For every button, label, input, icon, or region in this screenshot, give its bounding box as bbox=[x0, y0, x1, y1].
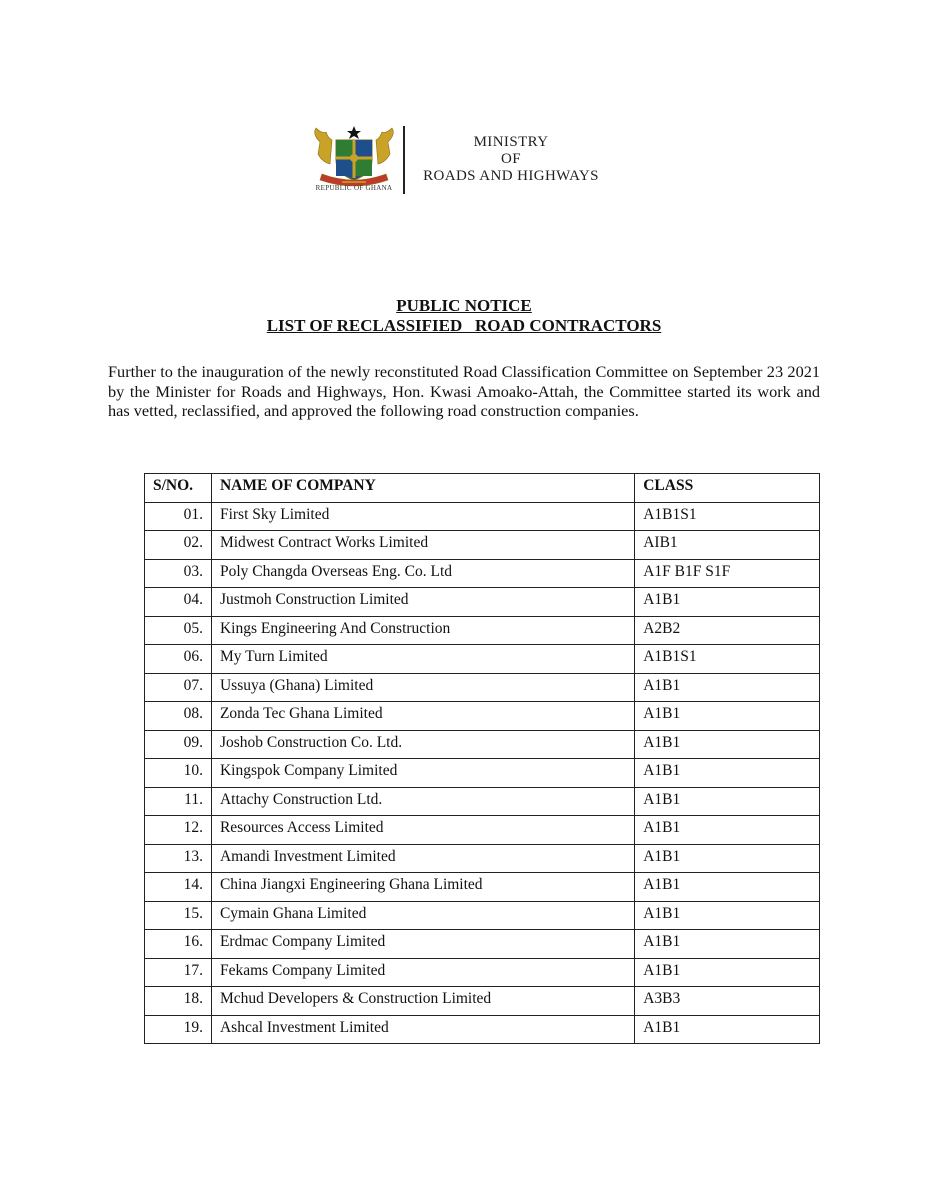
table-row bbox=[145, 987, 820, 1016]
row-class: A2B2 bbox=[635, 616, 820, 645]
notice-title: PUBLIC NOTICE bbox=[396, 296, 532, 315]
row-class: A1B1 bbox=[635, 844, 820, 873]
row-serial-number: 13. bbox=[145, 844, 212, 873]
row-serial-number: 08. bbox=[145, 702, 212, 731]
header-class: CLASS bbox=[635, 474, 820, 503]
row-class: A1B1 bbox=[635, 901, 820, 930]
row-class: A1B1 bbox=[635, 816, 820, 845]
row-class: A1B1 bbox=[635, 588, 820, 617]
row-company-name: Mchud Developers & Construction Limited bbox=[211, 987, 634, 1016]
row-company-name: My Turn Limited bbox=[211, 645, 634, 674]
row-serial-number: 15. bbox=[145, 901, 212, 930]
row-company-name: Amandi Investment Limited bbox=[211, 844, 634, 873]
row-serial-number: 19. bbox=[145, 1015, 212, 1044]
table-row bbox=[145, 844, 820, 873]
table-row bbox=[145, 816, 820, 845]
row-company-name: Justmoh Construction Limited bbox=[211, 588, 634, 617]
row-company-name: First Sky Limited bbox=[211, 502, 634, 531]
row-company-name: China Jiangxi Engineering Ghana Limited bbox=[211, 873, 634, 902]
intro-paragraph: Further to the inauguration of the newly reconstituted Road Classification Committee on September 23 2021 by the Minister for Roads and Highways, Hon. Kwasi Amoako-Attah, the Committee started its work and has vetted, reclassified, and approved the following road construction companies. bbox=[108, 362, 820, 420]
table-row bbox=[145, 958, 820, 987]
table-row bbox=[145, 588, 820, 617]
table-row bbox=[145, 531, 820, 560]
letterhead-divider bbox=[403, 126, 405, 194]
row-class: A1B1S1 bbox=[635, 645, 820, 674]
row-class: A1B1 bbox=[635, 702, 820, 731]
row-serial-number: 09. bbox=[145, 730, 212, 759]
row-class: A1B1 bbox=[635, 730, 820, 759]
row-class: A1B1 bbox=[635, 873, 820, 902]
row-serial-number: 16. bbox=[145, 930, 212, 959]
row-serial-number: 07. bbox=[145, 673, 212, 702]
table-header-row bbox=[145, 474, 820, 503]
row-serial-number: 17. bbox=[145, 958, 212, 987]
row-company-name: Joshob Construction Co. Ltd. bbox=[211, 730, 634, 759]
row-serial-number: 02. bbox=[145, 531, 212, 560]
notice-heading bbox=[0, 296, 928, 336]
row-serial-number: 01. bbox=[145, 502, 212, 531]
row-serial-number: 04. bbox=[145, 588, 212, 617]
coat-caption: REPUBLIC OF GHANA bbox=[315, 184, 393, 192]
row-company-name: Fekams Company Limited bbox=[211, 958, 634, 987]
row-class: AIB1 bbox=[635, 531, 820, 560]
row-class: A1B1 bbox=[635, 787, 820, 816]
row-serial-number: 03. bbox=[145, 559, 212, 588]
row-class: A1B1 bbox=[635, 1015, 820, 1044]
table-row bbox=[145, 873, 820, 902]
table-row bbox=[145, 645, 820, 674]
table-row bbox=[145, 616, 820, 645]
notice-subtitle: LIST OF RECLASSIFIED ROAD CONTRACTORS bbox=[266, 316, 662, 335]
ministry-line-3: ROADS AND HIGHWAYS bbox=[423, 168, 599, 184]
row-serial-number: 11. bbox=[145, 787, 212, 816]
row-serial-number: 05. bbox=[145, 616, 212, 645]
row-class: A1B1 bbox=[635, 759, 820, 788]
row-company-name: Resources Access Limited bbox=[211, 816, 634, 845]
row-class: A3B3 bbox=[635, 987, 820, 1016]
row-company-name: Ashcal Investment Limited bbox=[211, 1015, 634, 1044]
row-company-name: Kings Engineering And Construction bbox=[211, 616, 634, 645]
table-row bbox=[145, 702, 820, 731]
row-class: A1B1S1 bbox=[635, 502, 820, 531]
row-company-name: Attachy Construction Ltd. bbox=[211, 787, 634, 816]
table-row bbox=[145, 559, 820, 588]
table-row bbox=[145, 673, 820, 702]
letterhead bbox=[306, 124, 626, 204]
header-sno: S/NO. bbox=[145, 474, 212, 503]
row-serial-number: 12. bbox=[145, 816, 212, 845]
row-class: A1B1 bbox=[635, 673, 820, 702]
ministry-line-1: MINISTRY bbox=[473, 134, 549, 150]
row-serial-number: 10. bbox=[145, 759, 212, 788]
row-company-name: Zonda Tec Ghana Limited bbox=[211, 702, 634, 731]
ministry-name bbox=[406, 134, 616, 185]
table-row bbox=[145, 502, 820, 531]
row-company-name: Ussuya (Ghana) Limited bbox=[211, 673, 634, 702]
table-row bbox=[145, 787, 820, 816]
header-company-name: NAME OF COMPANY bbox=[211, 474, 634, 503]
table-row bbox=[145, 759, 820, 788]
row-company-name: Midwest Contract Works Limited bbox=[211, 531, 634, 560]
row-class: A1B1 bbox=[635, 958, 820, 987]
row-company-name: Erdmac Company Limited bbox=[211, 930, 634, 959]
row-serial-number: 06. bbox=[145, 645, 212, 674]
row-class: A1F B1F S1F bbox=[635, 559, 820, 588]
table-row bbox=[145, 730, 820, 759]
row-company-name: Kingspok Company Limited bbox=[211, 759, 634, 788]
row-class: A1B1 bbox=[635, 930, 820, 959]
row-company-name: Cymain Ghana Limited bbox=[211, 901, 634, 930]
row-company-name: Poly Changda Overseas Eng. Co. Ltd bbox=[211, 559, 634, 588]
table-row bbox=[145, 901, 820, 930]
table-row bbox=[145, 930, 820, 959]
ministry-line-2: OF bbox=[501, 151, 521, 167]
table-row bbox=[145, 1015, 820, 1044]
row-serial-number: 18. bbox=[145, 987, 212, 1016]
contractors-table bbox=[144, 473, 820, 1044]
row-serial-number: 14. bbox=[145, 873, 212, 902]
